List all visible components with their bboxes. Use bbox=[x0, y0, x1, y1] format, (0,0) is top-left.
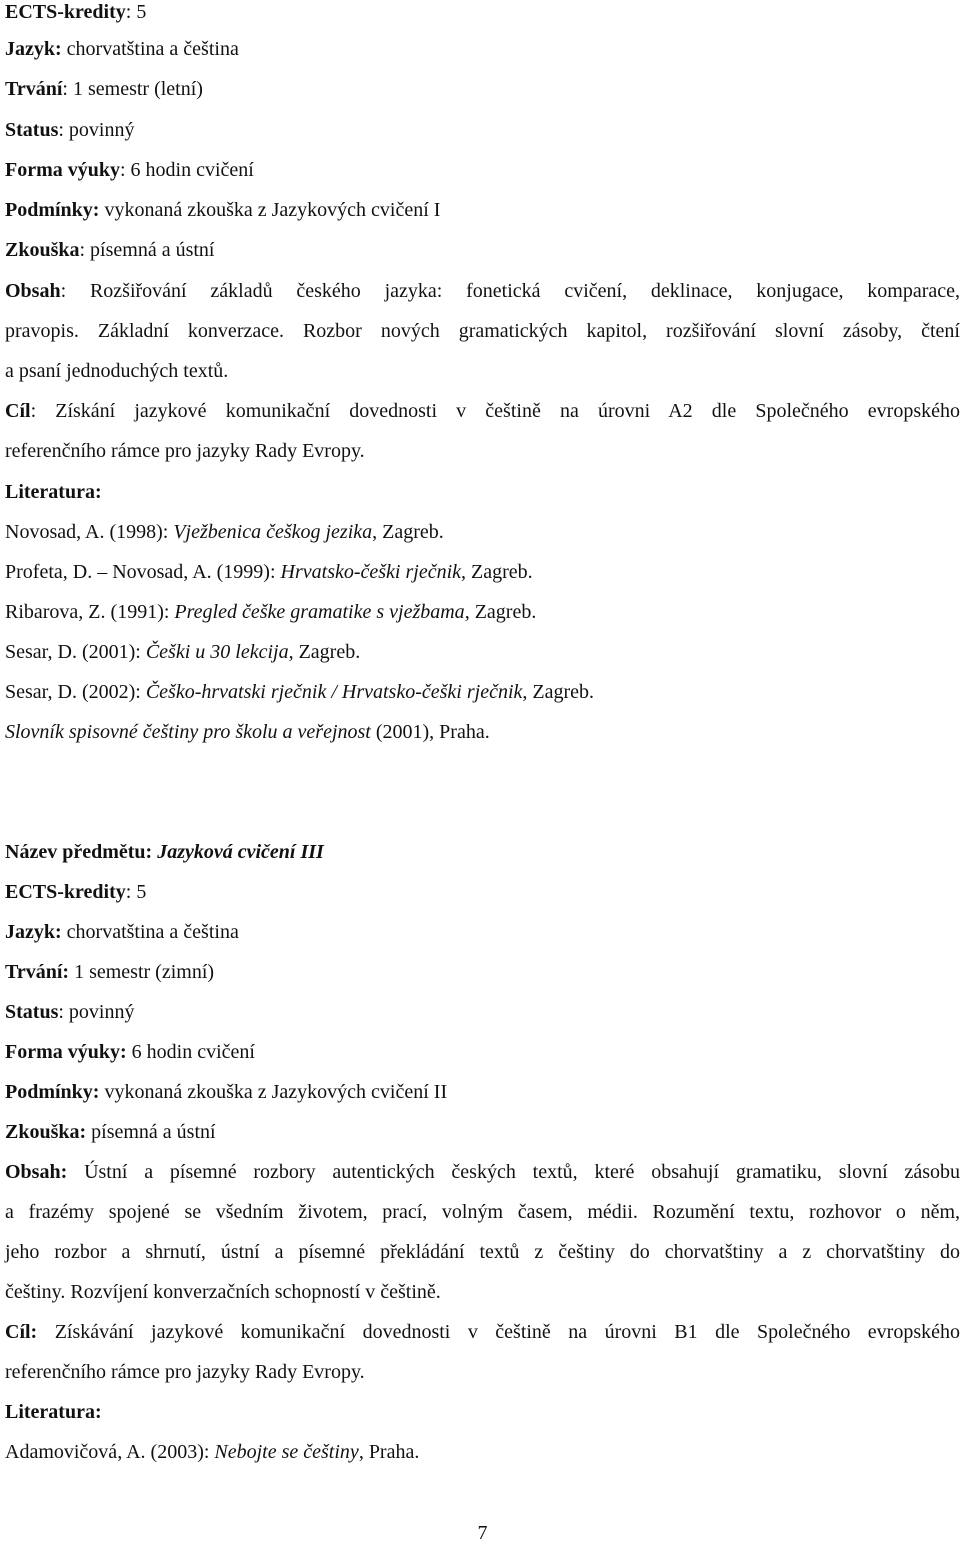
field-label: Jazyk: bbox=[5, 38, 62, 60]
literature-item bbox=[5, 640, 360, 664]
content-line-1 bbox=[5, 279, 960, 303]
lit-place: , Zagreb. bbox=[372, 521, 444, 543]
field-value: : povinný bbox=[58, 119, 135, 141]
lit-place: , Zagreb. bbox=[522, 681, 595, 703]
lit-place: , Zagreb. bbox=[461, 561, 533, 583]
lit-author: Adamovičová, A. (2003): bbox=[5, 1441, 215, 1463]
lit-author: Sesar, D. (2002): bbox=[5, 681, 146, 703]
field-label: Forma výuky bbox=[5, 159, 120, 181]
field-label: Status bbox=[5, 119, 59, 141]
goal-line-1 bbox=[5, 399, 960, 423]
form-row bbox=[5, 158, 254, 182]
lit-author: Profeta, D. – Novosad, A. (1999): bbox=[5, 561, 281, 583]
field-label: Literatura: bbox=[5, 1401, 102, 1423]
field-value: vykonaná zkouška z Jazykových cvičení I bbox=[99, 199, 441, 221]
ects-row bbox=[5, 880, 146, 904]
field-value: 1 semestr (zimní) bbox=[69, 961, 215, 983]
status-row bbox=[5, 118, 134, 142]
field-value: písemná a ústní bbox=[86, 1121, 216, 1143]
field-label: Název předmětu: bbox=[5, 841, 153, 863]
field-value: : povinný bbox=[58, 1001, 135, 1023]
exam-row bbox=[5, 238, 214, 262]
literature-item bbox=[5, 680, 594, 704]
content-line-1 bbox=[5, 1160, 960, 1184]
lit-author: Ribarova, Z. (1991): bbox=[5, 601, 175, 623]
lit-author: Novosad, A. (1998): bbox=[5, 521, 174, 543]
conditions-row bbox=[5, 1080, 447, 1104]
duration-row bbox=[5, 960, 214, 984]
field-value: : písemná a ústní bbox=[79, 239, 215, 261]
goal-text: : Získání jazykové komunikační dovednosti v češtině na úrovni A2 dle Společného evropského bbox=[30, 400, 960, 422]
lit-title: Češki u 30 lekcija bbox=[145, 641, 289, 663]
field-value: : 5 bbox=[125, 881, 147, 903]
form-row bbox=[5, 1040, 255, 1064]
course-title: Jazyková cvičení III bbox=[157, 841, 324, 863]
content-line-4: češtiny. Rozvíjení konverzačních schopností v češtině. bbox=[5, 1281, 441, 1303]
literature-item bbox=[5, 600, 536, 624]
field-label: Trvání bbox=[5, 78, 63, 100]
field-value: chorvatština a čeština bbox=[61, 921, 239, 943]
field-label: Jazyk: bbox=[5, 921, 62, 943]
lit-place: , Praha. bbox=[358, 1441, 420, 1463]
field-label: Cíl: bbox=[5, 1321, 38, 1343]
field-value: chorvatština a čeština bbox=[61, 38, 239, 60]
field-label: Podmínky: bbox=[5, 199, 100, 221]
page-number: 7 bbox=[477, 1522, 488, 1544]
content-text: Ústní a písemné rozbory autentických českých textů, které obsahují gramatiku, slovní zásobu bbox=[67, 1161, 960, 1183]
lit-place: , Zagreb. bbox=[288, 641, 361, 663]
language-row bbox=[5, 920, 239, 944]
content-line-2: a frazémy spojené se všedním životem, prací, volným časem, médii. Rozumění textu, rozhovor o něm, bbox=[5, 1201, 960, 1223]
literature-item bbox=[5, 1440, 419, 1464]
goal-line-2: referenčního rámce pro jazyky Rady Evropy. bbox=[5, 1361, 365, 1383]
field-value: vykonaná zkouška z Jazykových cvičení II bbox=[99, 1081, 448, 1103]
field-label: Literatura: bbox=[5, 481, 102, 503]
field-label: Trvání: bbox=[5, 961, 70, 983]
field-label: ECTS-kredity bbox=[5, 1, 126, 23]
field-label: Cíl bbox=[5, 400, 31, 422]
lit-title: Nebojte se češtiny bbox=[214, 1441, 359, 1463]
field-label: Forma výuky: bbox=[5, 1041, 127, 1063]
status-row bbox=[5, 1000, 134, 1024]
content-line-3: a psaní jednoduchých textů. bbox=[5, 360, 229, 382]
lit-place: , Zagreb. bbox=[464, 601, 537, 623]
language-row bbox=[5, 37, 239, 61]
goal-line-2: referenčního rámce pro jazyky Rady Evropy. bbox=[5, 440, 365, 462]
goal-line-1 bbox=[5, 1320, 960, 1344]
lit-title: Vježbenica češkog jezika bbox=[173, 521, 373, 543]
field-label: Status bbox=[5, 1001, 59, 1023]
literature-heading bbox=[5, 480, 102, 504]
lit-title: Pregled češke gramatike s vježbama bbox=[174, 601, 465, 623]
field-value: : 1 semestr (letní) bbox=[62, 78, 203, 100]
goal-text: Získávání jazykové komunikační dovednosti v češtině na úrovni B1 dle Společného evropského bbox=[37, 1321, 960, 1343]
course-title-row bbox=[5, 840, 324, 864]
field-value: : 6 hodin cvičení bbox=[120, 159, 254, 181]
exam-row bbox=[5, 1120, 216, 1144]
content-text: : Rozšiřování základů českého jazyka: fonetická cvičení, deklinace, konjugace, komparace, bbox=[60, 280, 960, 302]
field-label: Podmínky: bbox=[5, 1081, 100, 1103]
field-value: : 5 bbox=[125, 1, 147, 23]
literature-item bbox=[5, 520, 444, 544]
field-label: Zkouška: bbox=[5, 1121, 87, 1143]
lit-title: Češko-hrvatski rječnik / Hrvatsko-češki rječnik bbox=[145, 681, 523, 703]
lit-title: Hrvatsko-češki rječnik bbox=[280, 561, 462, 583]
field-label: Obsah: bbox=[5, 1161, 68, 1183]
content-line-3: jeho rozbor a shrnutí, ústní a písemné překládání textů z češtiny do chorvatštiny a z chorvatštiny do bbox=[5, 1241, 960, 1263]
field-value: 6 hodin cvičení bbox=[126, 1041, 255, 1063]
ects-row bbox=[5, 0, 146, 24]
content-line-2: pravopis. Základní konverzace. Rozbor nových gramatických kapitol, rozšiřování slovní zásoby, čtení bbox=[5, 320, 960, 342]
field-label: Obsah bbox=[5, 280, 61, 302]
conditions-row bbox=[5, 198, 440, 222]
literature-item bbox=[5, 560, 533, 584]
duration-row bbox=[5, 77, 203, 101]
field-label: ECTS-kredity bbox=[5, 881, 126, 903]
lit-title: Slovník spisovné češtiny pro školu a veřejnost bbox=[5, 721, 371, 743]
literature-item bbox=[5, 720, 490, 744]
lit-place: (2001), Praha. bbox=[370, 721, 490, 743]
field-label: Zkouška bbox=[5, 239, 80, 261]
lit-author: Sesar, D. (2001): bbox=[5, 641, 146, 663]
literature-heading bbox=[5, 1400, 102, 1424]
